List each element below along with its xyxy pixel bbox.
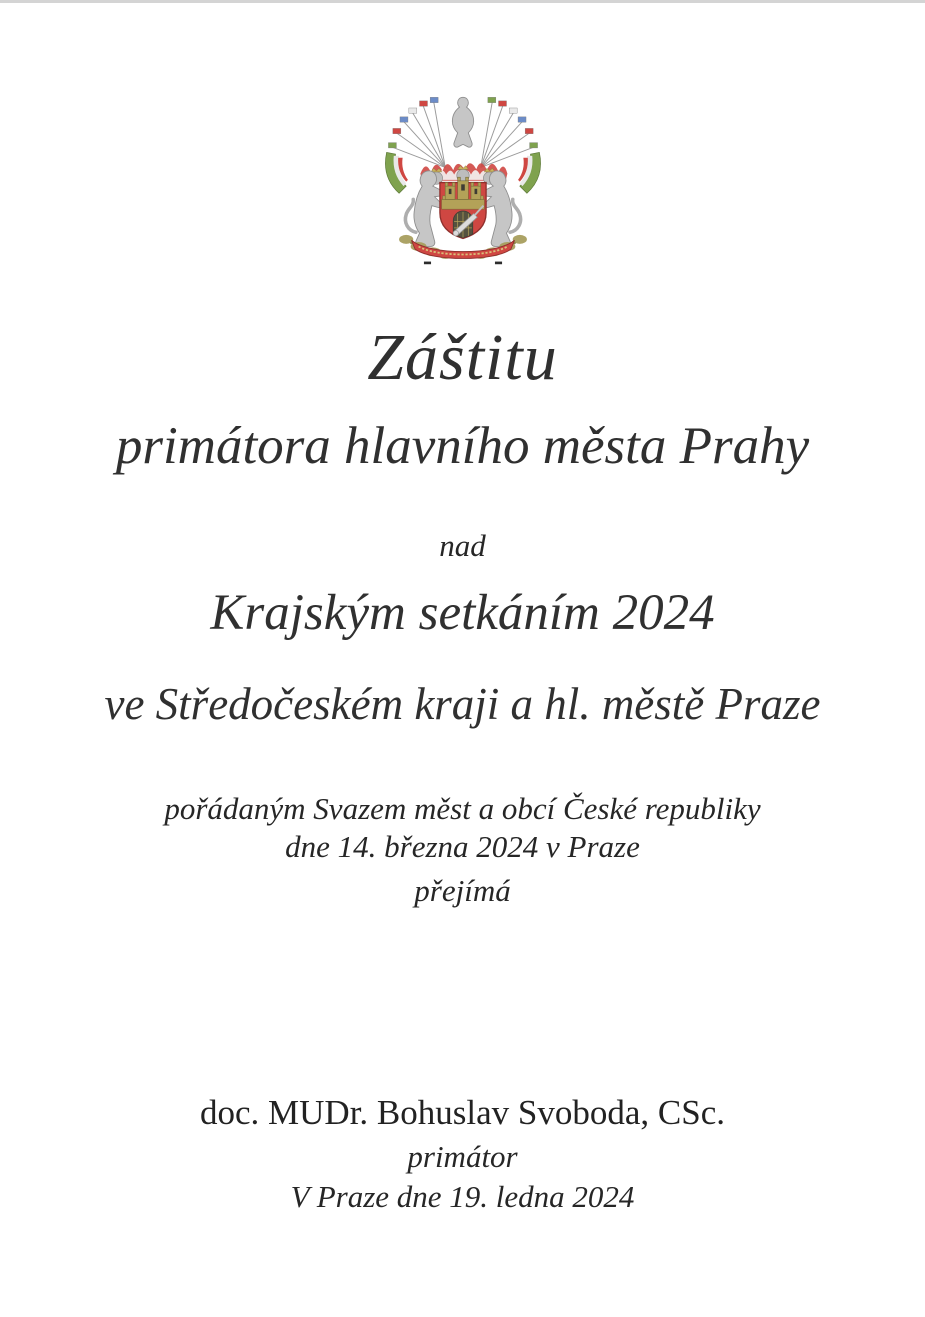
signatory-role: primátor xyxy=(407,1139,518,1174)
event-name-line2: ve Středočeském kraji a hl. městě Praze xyxy=(104,679,821,729)
signatory-name: doc. MUDr. Bohuslav Svoboda, CSc. xyxy=(200,1093,725,1132)
document-title: Záštitu xyxy=(367,321,558,394)
prague-coat-of-arms xyxy=(374,92,552,274)
accepts-label: přejímá xyxy=(414,873,511,908)
document-subtitle: primátora hlavního města Prahy xyxy=(115,417,810,475)
event-date-line: dne 14. března 2024 v Praze xyxy=(285,829,640,864)
prague-coat-of-arms-graphic xyxy=(374,92,552,274)
organizer-line: pořádaným Svazem měst a obcí České republiky xyxy=(164,791,761,826)
scan-edge xyxy=(0,0,925,3)
place-date: V Praze dne 19. ledna 2024 xyxy=(290,1179,635,1214)
event-name-line1: Krajským setkáním 2024 xyxy=(210,585,715,641)
preposition-nad: nad xyxy=(439,528,486,563)
